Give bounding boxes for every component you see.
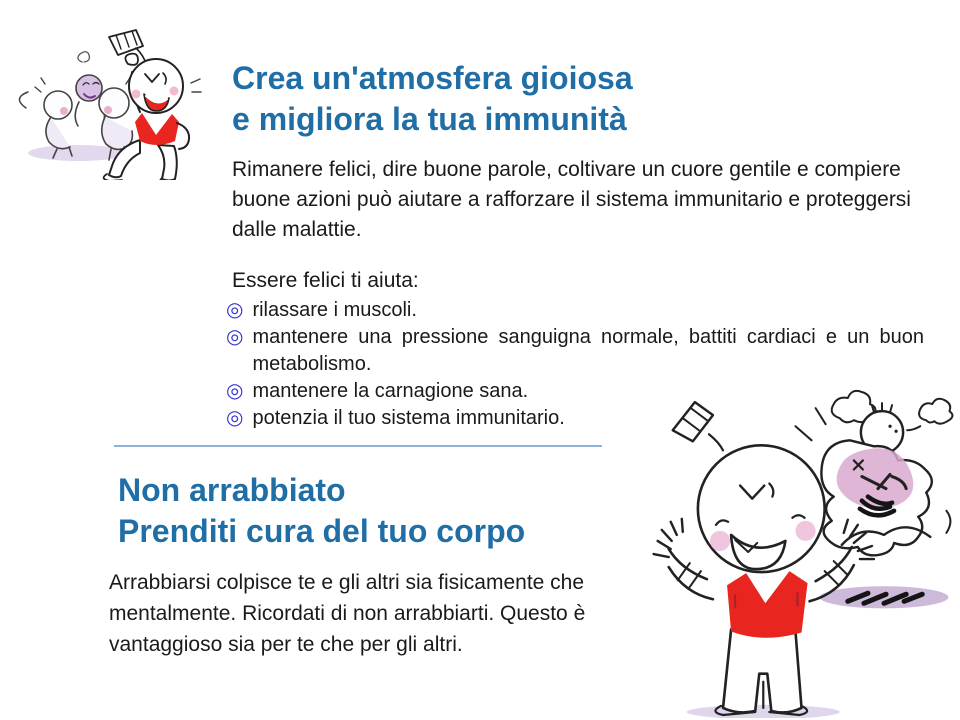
- section-joyful-atmosphere: [226, 58, 924, 432]
- bullseye-bullet-icon: ◎: [226, 407, 244, 429]
- section2-title-line1: Non arrabbiato: [118, 472, 346, 508]
- cheerful-child-angry-figure-illustration: [642, 388, 957, 718]
- section2-title-line2: Prenditi cura del tuo corpo: [118, 513, 526, 549]
- section-no-anger: [109, 470, 663, 660]
- benefits-list-intro: Essere felici ti aiuta:: [232, 269, 419, 292]
- section1-title: [232, 58, 924, 140]
- section2-title: [118, 470, 663, 552]
- list-item-text: potenzia il tuo sistema immunitario.: [252, 407, 565, 429]
- happy-dancing-child-illustration: [12, 28, 220, 180]
- list-item: [226, 324, 924, 378]
- annoyed-group-figures: [19, 52, 140, 160]
- bullseye-bullet-icon: ◎: [226, 326, 244, 348]
- section1-title-line2: e migliora la tua immunità: [232, 101, 627, 137]
- bullseye-bullet-icon: ◎: [226, 299, 244, 321]
- section1-title-line1: Crea un'atmosfera gioiosa: [232, 60, 633, 96]
- list-item-text: rilassare i muscoli.: [252, 299, 417, 321]
- section-divider: [114, 445, 602, 447]
- bullseye-bullet-icon: ◎: [226, 380, 244, 402]
- list-item-text: mantenere la carnagione sana.: [252, 380, 529, 402]
- list-item: [226, 297, 924, 324]
- section2-paragraph: Arrabbiarsi colpisce te e gli altri sia fisicamente che mentalmente. Ricordati di non arrabbiarti. Questo è vantaggioso sia per te che per gli altri.: [109, 571, 586, 656]
- list-item-text: mantenere una pressione sanguigna normale, battiti cardiaci e un buon metabolismo.: [252, 326, 924, 375]
- section1-paragraph: Rimanere felici, dire buone parole, coltivare un cuore gentile e compiere buone azioni può aiutare a rafforzare il sistema immunitario e proteggersi dalle malattie.: [232, 158, 911, 241]
